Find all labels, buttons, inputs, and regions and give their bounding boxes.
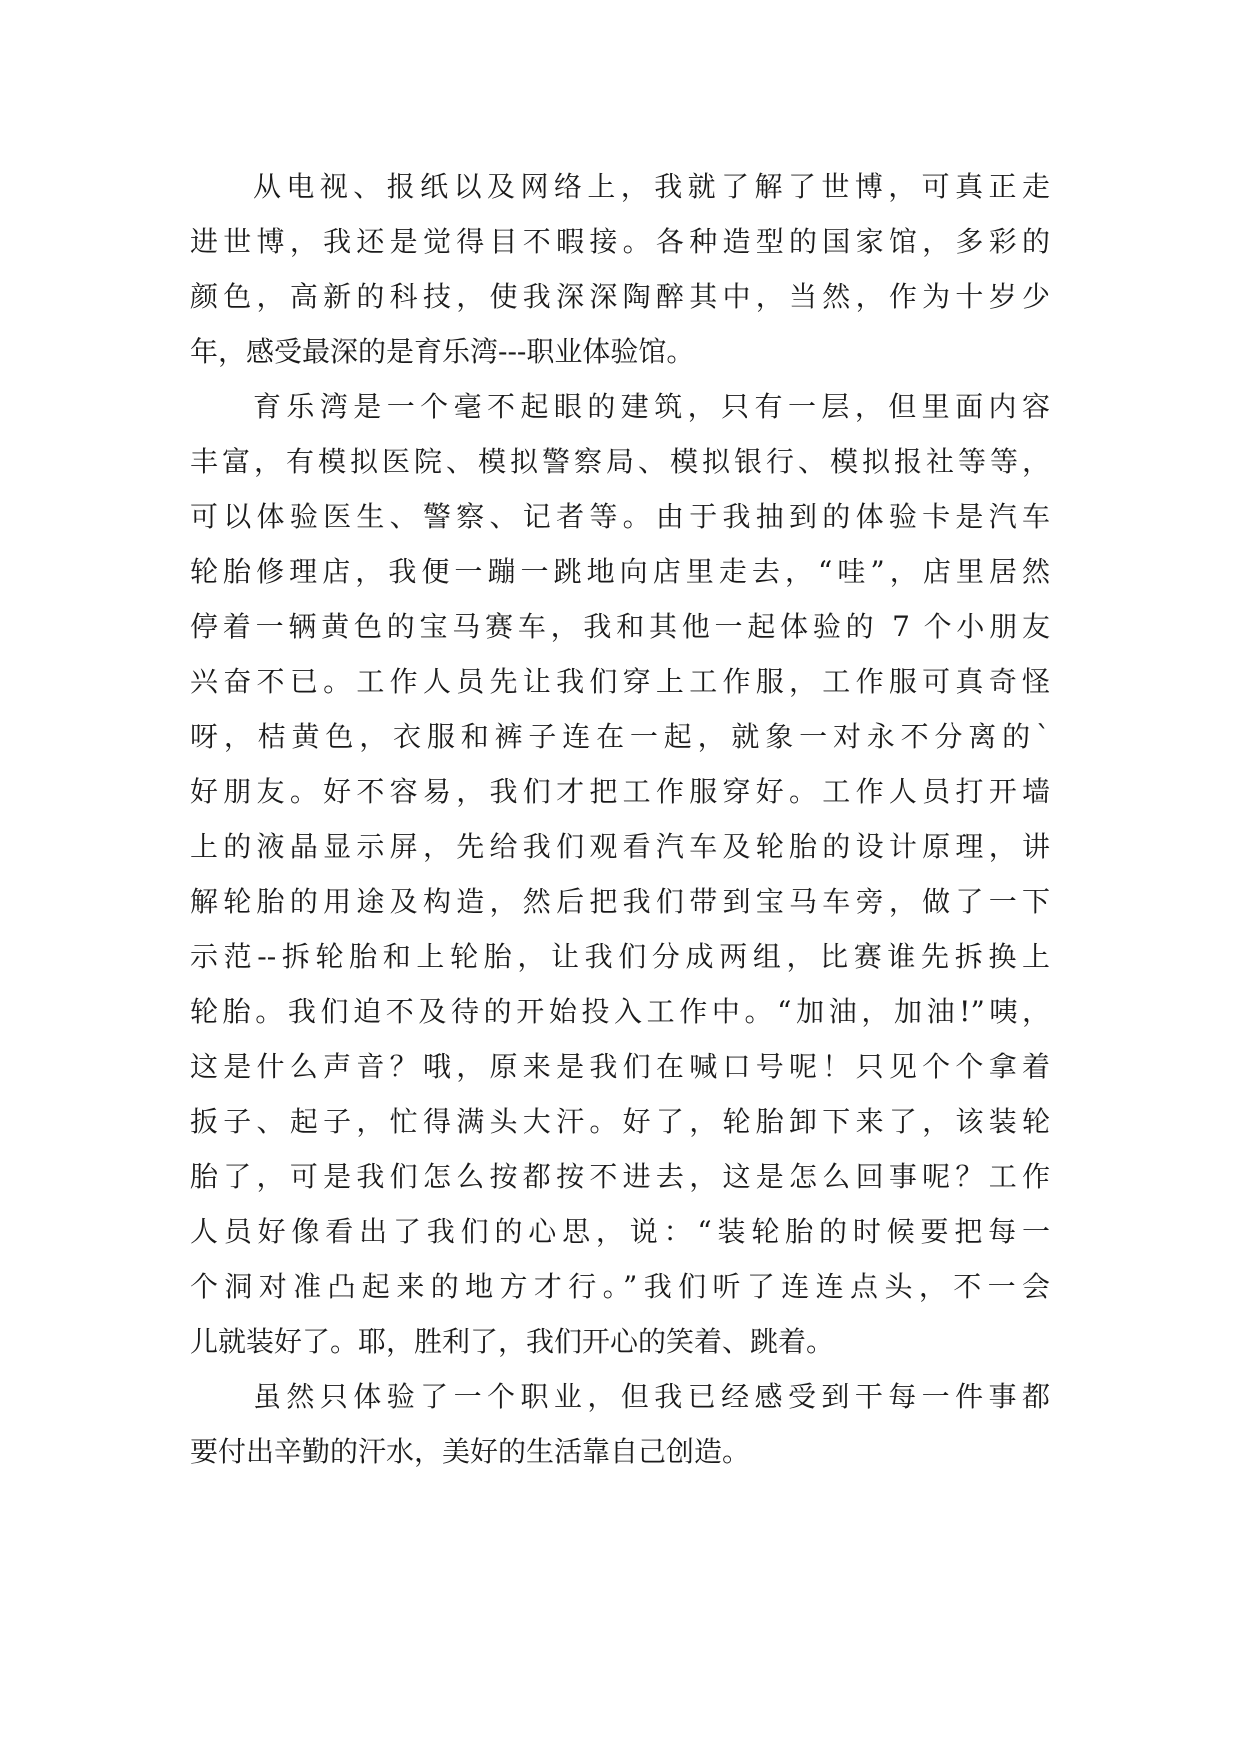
text-line: 进世博，我还是觉得目不暇接。各种造型的国家馆，多彩的 xyxy=(190,225,1050,258)
text-line: 扳子、起子，忙得满头大汗。好了，轮胎卸下来了，该装轮 xyxy=(190,1105,1050,1138)
text-line: 上的液晶显示屏，先给我们观看汽车及轮胎的设计原理，讲 xyxy=(190,830,1050,863)
text-line: 儿就装好了。耶，胜利了，我们开心的笑着、跳着。 xyxy=(190,1325,835,1358)
text-line: 虽然只体验了一个职业，但我已经感受到干每一件事都 xyxy=(253,1380,1050,1413)
text-line: 从电视、报纸以及网络上，我就了解了世博，可真正走 xyxy=(253,170,1050,203)
text-line: 要付出辛勤的汗水，美好的生活靠自己创造。 xyxy=(190,1435,751,1468)
paragraph-2 xyxy=(190,379,1050,1369)
text-line: 年，感受最深的是育乐湾---职业体验馆。 xyxy=(190,335,695,368)
essay-body xyxy=(190,159,1050,1479)
text-line: 育乐湾是一个毫不起眼的建筑，只有一层，但里面内容 xyxy=(253,390,1050,423)
text-line: 兴奋不已。工作人员先让我们穿上工作服，工作服可真奇怪 xyxy=(190,665,1050,698)
text-line: 轮胎修理店，我便一蹦一跳地向店里走去，“哇”，店里居然 xyxy=(190,555,1050,588)
text-line: 解轮胎的用途及构造，然后把我们带到宝马车旁，做了一下 xyxy=(190,885,1050,918)
text-line: 可以体验医生、警察、记者等。由于我抽到的体验卡是汽车 xyxy=(190,500,1050,533)
text-line: 呀，桔黄色，衣服和裤子连在一起，就象一对永不分离的` xyxy=(190,720,1050,753)
text-line: 人员好像看出了我们的心思，说：“装轮胎的时候要把每一 xyxy=(190,1215,1050,1248)
paragraph-3 xyxy=(190,1369,1050,1479)
text-line: 颜色，高新的科技，使我深深陶醉其中，当然，作为十岁少 xyxy=(190,280,1050,313)
text-line: 这是什么声音？哦，原来是我们在喊口号呢！只见个个拿着 xyxy=(190,1050,1050,1083)
paragraph-1 xyxy=(190,159,1050,379)
text-line: 个洞对准凸起来的地方才行。”我们听了连连点头，不一会 xyxy=(190,1270,1050,1303)
text-line: 好朋友。好不容易，我们才把工作服穿好。工作人员打开墙 xyxy=(190,775,1050,808)
text-line: 胎了，可是我们怎么按都按不进去，这是怎么回事呢？工作 xyxy=(190,1160,1050,1193)
text-line: 轮胎。我们迫不及待的开始投入工作中。“加油，加油!”咦， xyxy=(190,995,1050,1028)
text-line: 停着一辆黄色的宝马赛车，我和其他一起体验的 7 个小朋友 xyxy=(190,610,1050,643)
text-line: 示范--拆轮胎和上轮胎，让我们分成两组，比赛谁先拆换上 xyxy=(190,940,1050,973)
text-line: 丰富，有模拟医院、模拟警察局、模拟银行、模拟报社等等， xyxy=(190,445,1050,478)
